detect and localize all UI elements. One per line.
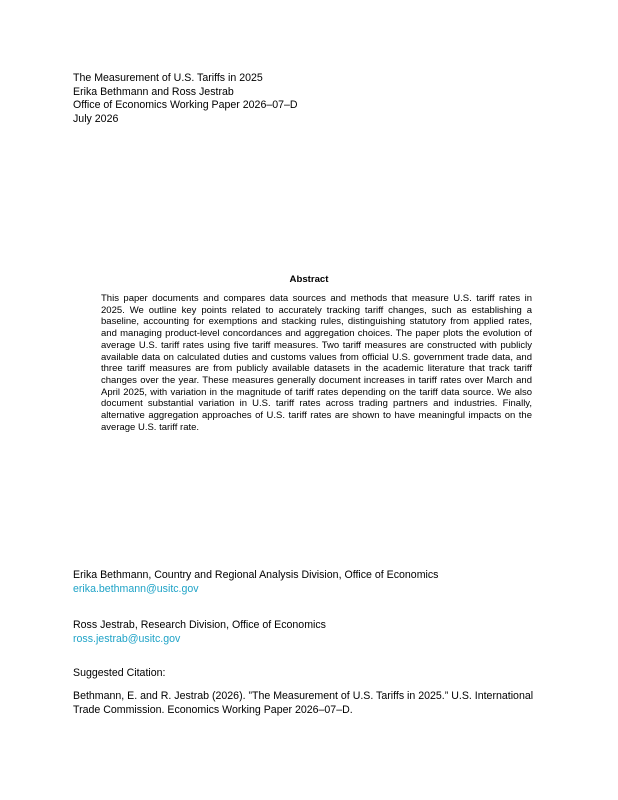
paper-date: July 2026 bbox=[73, 112, 119, 125]
contact-email-link[interactable]: ross.jestrab@usitc.gov bbox=[73, 632, 181, 645]
paper-series: Office of Economics Working Paper 2026–07–D bbox=[73, 99, 298, 112]
paper-authors: Erika Bethmann and Ross Jestrab bbox=[73, 85, 234, 98]
contact-jestrab bbox=[73, 619, 553, 646]
abstract-heading: Abstract bbox=[289, 274, 329, 285]
contact-email-link[interactable]: erika.bethmann@usitc.gov bbox=[73, 582, 199, 595]
paper-title: The Measurement of U.S. Tariffs in 2025 bbox=[73, 72, 263, 84]
contact-affiliation: Erika Bethmann, Country and Regional Analysis Division, Office of Economics bbox=[73, 569, 439, 581]
abstract-text: This paper documents and compares data sources and methods that measure U.S. tariff rates in 2025. We outline key points related to accurately tracking tariff changes, such as establishing a baseline, accounting for exemptions and stacking rules, distinguishing statutory from applied rates, and managing product-level concordances and aggregation choices. The paper plots the evolution of average U.S. tariff rates using five tariff measures. Two tariff measures are constructed with publicly available data on calculated duties and customs values from official U.S. government trade data, and three tariff measures are from publicly available datasets in the academic literature that track tariff changes over the year. These measures generally document increases in tariff rates over March and April 2025, with variation in the magnitude of tariff rates depending on the tariff data source. We also document substantial variation in U.S. tariff rates across trading partners and industries. Finally, alternative aggregation approaches of U.S. tariff rates are shown to have meaningful impacts on the average U.S. tariff rate. bbox=[101, 293, 532, 433]
title-block bbox=[73, 72, 553, 126]
contact-bethmann bbox=[73, 569, 553, 596]
contact-affiliation: Ross Jestrab, Research Division, Office of Economics bbox=[73, 619, 326, 631]
citation-text: Bethmann, E. and R. Jestrab (2026). ”The Measurement of U.S. Tariffs in 2025.” U.S. International Trade Commission. Economics Working Paper 2026–07–D. bbox=[73, 690, 534, 716]
citation-label: Suggested Citation: bbox=[73, 667, 166, 679]
